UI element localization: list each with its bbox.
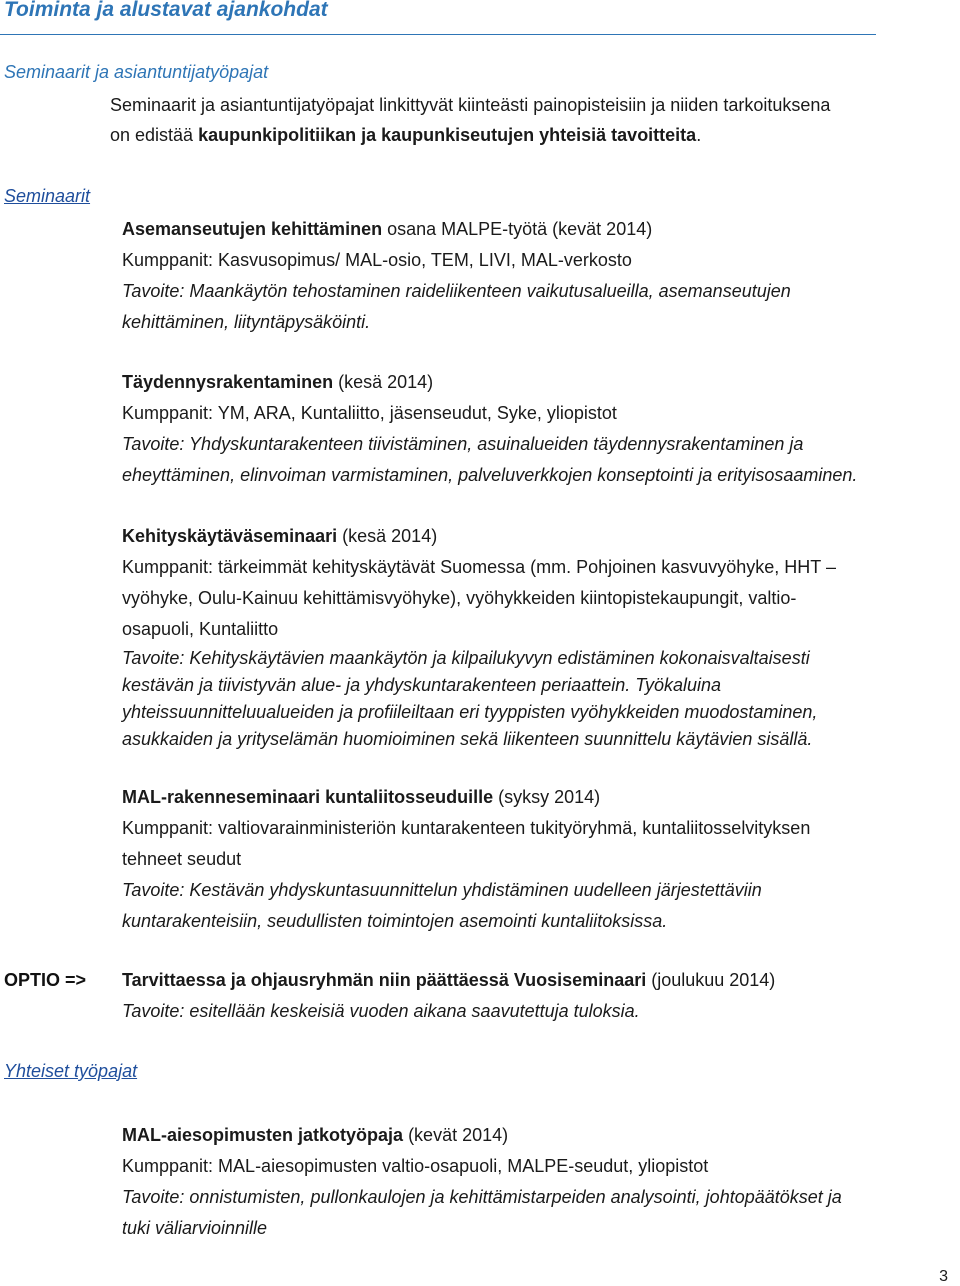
seminar-mal-rakenne: MAL-rakenneseminaari kuntaliitosseuduille (syksy 2014) Kumppanit: valtiovarainministeriön kuntarakenteen tukityöryhmä, kuntaliitosselvityksen tehneet seudut Tavoite: Kestävän yhdyskuntasuunnittelun yhdistäminen uudelleen järjestettäviin kuntarakenteisiin, seudullisten toimintojen asemointi kuntaliitoksissa. xyxy=(122,787,811,931)
seminaarit-link[interactable]: Seminaarit xyxy=(4,186,91,206)
seminar-title: Kehityskäytäväseminaari xyxy=(122,526,338,546)
title-divider xyxy=(0,34,876,35)
seminar-partners: Kumppanit: Kasvusopimus/ MAL-osio, TEM, LIVI, MAL-verkosto xyxy=(122,250,632,270)
seminar-goal: Tavoite: Yhdyskuntarakenteen tiivistäminen, asuinalueiden täydennysrakentaminen ja xyxy=(122,434,804,454)
intro-line-2: on edistää kaupunkipolitiikan ja kaupunkiseutujen yhteisiä tavoitteita. xyxy=(110,125,702,145)
workshop-partners: Kumppanit: MAL-aiesopimusten valtio-osapuoli, MALPE-seudut, yliopistot xyxy=(122,1156,709,1176)
seminar-partners: Kumppanit: tärkeimmät kehityskäytävät Suomessa (mm. Pohjoinen kasvuvyöhyke, HHT – xyxy=(122,557,836,577)
section-subheading: Seminaarit ja asiantuntijatyöpajat xyxy=(4,62,269,82)
seminar-goal: Tavoite: esitellään keskeisiä vuoden aikana saavutettuja tuloksia. xyxy=(122,1001,640,1021)
seminar-goal: Tavoite: Kehityskäytävien maankäytön ja kilpailukyvyn edistäminen kokonaisvaltaisesti xyxy=(122,648,810,668)
page-number: 3 xyxy=(939,1268,948,1285)
seminar-partners: Kumppanit: valtiovarainministeriön kuntarakenteen tukityöryhmä, kuntaliitosselvityksen xyxy=(122,818,811,838)
seminar-title: Täydennysrakentaminen xyxy=(122,372,334,392)
seminar-taydennysrakentaminen: Täydennysrakentaminen (kesä 2014) Kumppanit: YM, ARA, Kuntaliitto, jäsenseudut, Syke, yliopistot Tavoite: Yhdyskuntarakenteen tiivistäminen, asuinalueiden täydennysrakentaminen ja eheyttäminen, elinvoiman varmistaminen, palveluverkkojen konseptointi ja erityisosaaminen. xyxy=(122,372,858,485)
seminar-title: Tarvittaessa ja ohjausryhmän niin päättäessä Vuosiseminaari xyxy=(122,970,647,990)
seminar-partners: Kumppanit: YM, ARA, Kuntaliitto, jäsenseudut, Syke, yliopistot xyxy=(122,403,617,423)
page-title: Toiminta ja alustavat ajankohdat xyxy=(4,0,328,21)
optio-seminar: Tarvittaessa ja ohjausryhmän niin päättäessä Vuosiseminaari (joulukuu 2014) Tavoite: esitellään keskeisiä vuoden aikana saavutettuja tuloksia. xyxy=(122,965,775,1027)
seminar-asemanseutujen: Asemanseutujen kehittäminen osana MALPE-työtä (kevät 2014) Kumppanit: Kasvusopimus/ MAL-osio, TEM, LIVI, MAL-verkosto Tavoite: Maankäytön tehostaminen raideliikenteen vaikutusalueilla, asemanseutujen kehittäminen, liityntäpysäköinti. xyxy=(122,219,791,332)
workshop-goal: Tavoite: onnistumisten, pullonkaulojen ja kehittämistarpeiden analysointi, johtopäätökset ja xyxy=(122,1187,842,1207)
seminar-goal: Tavoite: Kestävän yhdyskuntasuunnittelun yhdistäminen uudelleen järjestettäviin xyxy=(122,880,762,900)
workshop-aiesopimus: MAL-aiesopimusten jatkotyöpaja (kevät 2014) Kumppanit: MAL-aiesopimusten valtio-osapuoli, MALPE-seudut, yliopistot Tavoite: onnistumisten, pullonkaulojen ja kehittämistarpeiden analysointi, johtopäätökset ja tuki väliarvioinnille xyxy=(122,1125,842,1238)
seminar-title: MAL-rakenneseminaari kuntaliitosseuduille xyxy=(122,787,494,807)
yhteiset-tyopajat-link[interactable]: Yhteiset työpajat xyxy=(4,1061,138,1081)
seminar-kehityskaytava: Kehityskäytäväseminaari (kesä 2014) Kumppanit: tärkeimmät kehityskäytävät Suomessa (mm. Pohjoinen kasvuvyöhyke, HHT – vyöhyke, Oulu-Kainuu kehittämisvyöhyke), vyöhykkeiden kiintopistekaupungit, valtio- osapuoli, Kuntaliitto Tavoite: Kehityskäytävien maankäytön ja kilpailukyvyn edistäminen kokonaisvaltaisesti kestävän ja tiivistyvän alue- ja yhdyskuntarakenteen periaattein. Työkaluina yhteissuunnitteluualueiden ja profiileiltaan eri tyyppisten vyöhykkeiden muodostaminen, asukkaiden ja yrityselämän huomioiminen sekä liikenteen suunnittelu käytävien sisällä. xyxy=(122,526,836,749)
workshop-title: MAL-aiesopimusten jatkotyöpaja xyxy=(122,1125,404,1145)
intro-line-1: Seminaarit ja asiantuntijatyöpajat linkittyvät kiinteästi painopisteisiin ja niiden tarkoituksena xyxy=(110,95,831,115)
seminar-goal: Tavoite: Maankäytön tehostaminen raideliikenteen vaikutusalueilla, asemanseutujen xyxy=(122,281,791,301)
optio-label: OPTIO => xyxy=(4,970,87,990)
seminar-title: Asemanseutujen kehittäminen xyxy=(122,219,383,239)
